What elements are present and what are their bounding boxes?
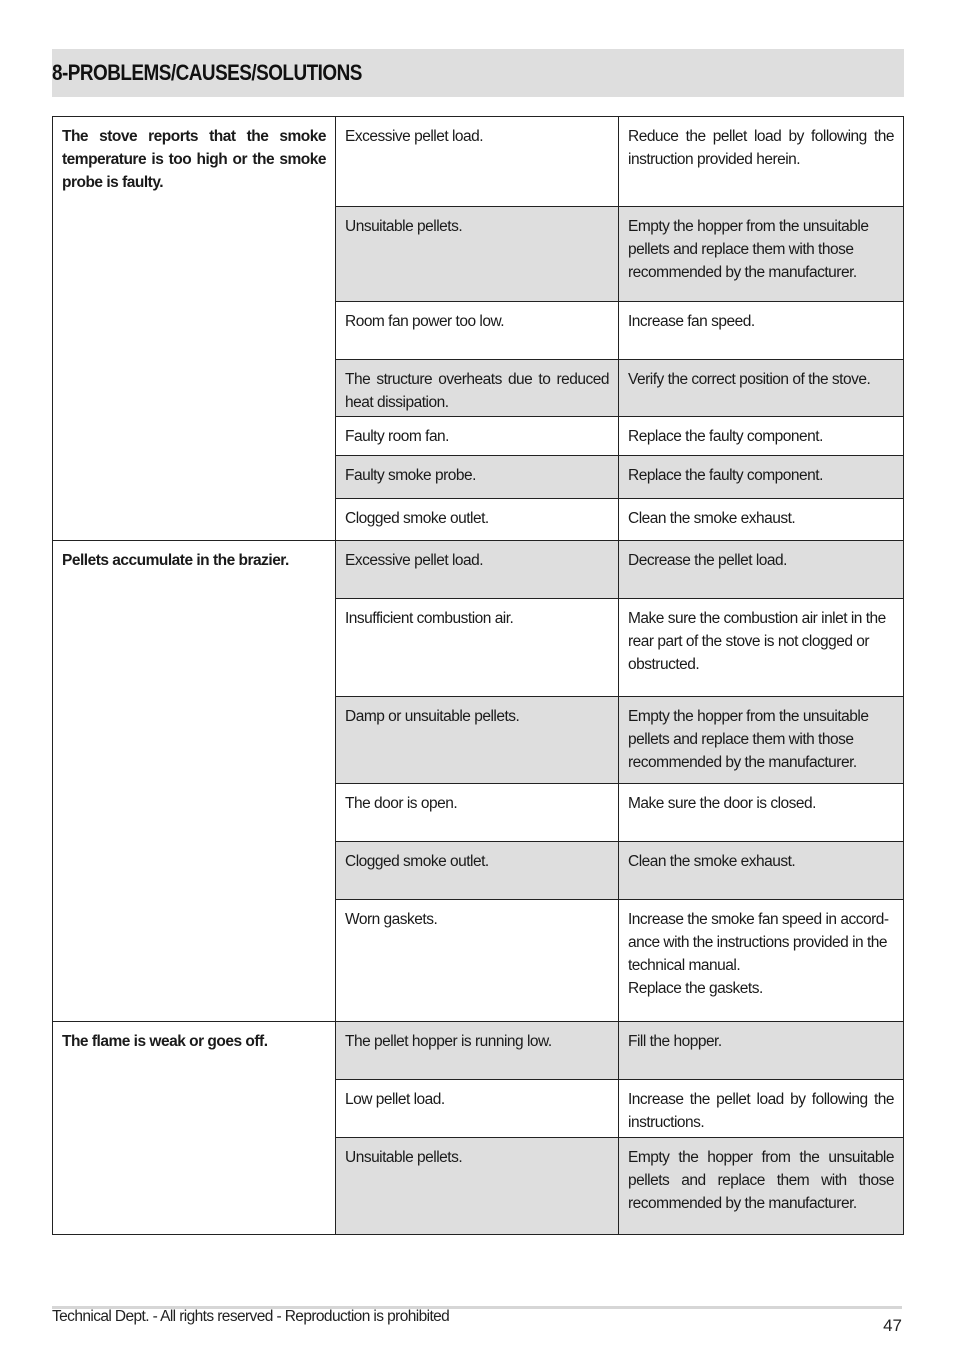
section-header (52, 49, 904, 97)
solution-cell: Reduce the pellet load by following the instruction provided herein. (619, 117, 904, 207)
cause-cell: Room fan power too low. (336, 302, 619, 360)
solution-text: Increase the smoke fan speed in accord-ance with the instructions provided in the technical manual. (628, 911, 889, 974)
cause-cell: Faulty smoke probe. (336, 456, 619, 499)
cause-cell: Low pellet load. (336, 1080, 619, 1138)
footer-copyright: Technical Dept. - All rights reserved - Reproduction is prohibited (52, 1308, 450, 1325)
solution-text: Replace the gaskets. (628, 980, 763, 997)
cause-cell: Excessive pellet load. (336, 117, 619, 207)
cause-cell: Unsuitable pellets. (336, 1138, 619, 1235)
cause-cell: Clogged smoke outlet. (336, 842, 619, 900)
solution-cell: Fill the hopper. (619, 1022, 904, 1080)
page-number: 47 (883, 1316, 902, 1335)
section-title: 8-PROBLEMS/CAUSES/SOLUTIONS (52, 60, 362, 85)
cause-cell: Damp or unsuitable pellets. (336, 697, 619, 784)
solution-cell: Replace the faulty component. (619, 456, 904, 499)
solution-cell: Empty the hopper from the unsuitable pellets and replace them with those recommended by the manufacturer. (619, 697, 904, 784)
table-row (53, 117, 904, 207)
cause-cell: The door is open. (336, 784, 619, 842)
cause-cell: Worn gaskets. (336, 900, 619, 1022)
cause-cell: Insufficient combustion air. (336, 599, 619, 697)
problem-cell: The flame is weak or goes off. (53, 1022, 336, 1235)
cause-cell: The pellet hopper is running low. (336, 1022, 619, 1080)
solution-cell: Make sure the door is closed. (619, 784, 904, 842)
solution-cell: Empty the hopper from the unsuitable pellets and replace them with those recommended by the manufacturer. (619, 207, 904, 302)
cause-cell: The structure overheats due to reduced heat dissipation. (336, 360, 619, 417)
solution-cell: Decrease the pellet load. (619, 541, 904, 599)
problem-cell: The stove reports that the smoke temperature is too high or the smoke probe is faulty. (53, 117, 336, 541)
solution-cell (619, 900, 904, 1022)
cause-cell: Unsuitable pellets. (336, 207, 619, 302)
solution-cell: Increase the pellet load by following the instructions. (619, 1080, 904, 1138)
solution-cell: Clean the smoke exhaust. (619, 842, 904, 900)
solution-cell: Make sure the combustion air inlet in the rear part of the stove is not clogged or obstructed. (619, 599, 904, 697)
solution-cell: Clean the smoke exhaust. (619, 499, 904, 541)
cause-cell: Clogged smoke outlet. (336, 499, 619, 541)
solution-cell: Verify the correct position of the stove. (619, 360, 904, 417)
table-row (53, 541, 904, 599)
problems-table (52, 116, 904, 1235)
solution-cell: Replace the faulty component. (619, 417, 904, 456)
solution-cell: Increase fan speed. (619, 302, 904, 360)
problem-cell: Pellets accumulate in the brazier. (53, 541, 336, 1022)
cause-cell: Faulty room fan. (336, 417, 619, 456)
cause-cell: Excessive pellet load. (336, 541, 619, 599)
solution-cell: Empty the hopper from the unsuitable pellets and replace them with those recommended by the manufacturer. (619, 1138, 904, 1235)
table-row (53, 1022, 904, 1080)
